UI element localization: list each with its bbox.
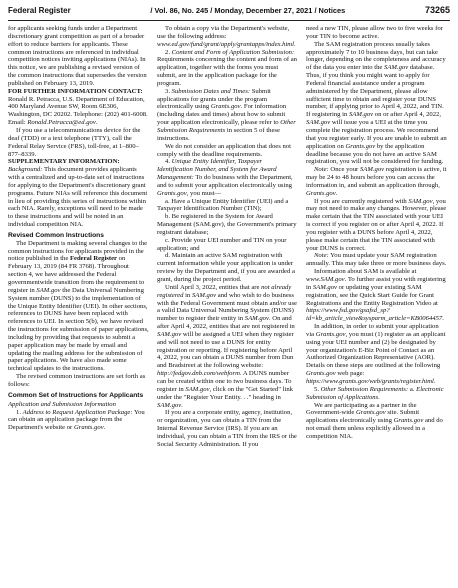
paragraph: SUPPLEMENTARY INFORMATION: Background: This document provides applicants with a centralized and up-to-date set of instructions for applying to the Department's discretionary grant programs. Future NIAs will reference this document in lieu of providing this series of instructions within each NIA. Rarely, exceptions will need to be made to these instructions and will be noted in an individual competition NIA. [8,158,148,229]
paragraph: If you are currently registered with SAM.gov, you may not need to make any changes. However, please make certain that the TIN associated with your UEI is correct if you register on or after April 4, 2022. If you register with a DUNS before April 4, 2022, please make certain that the TIN associated with your DUNS is correct. [306,197,447,252]
paragraph: If you use a telecommunications device for the deaf (TDD) or a text telephone (TTY), call the Federal Relay Service (FRS), toll-free, at 1–800–877–8339. [8,126,141,158]
text-column-2 [157,25,298,587]
subsection-heading: Application and Submission Information [8,400,116,408]
text-column-3 [306,25,447,587]
section-heading: Common Set of Instructions for Applicants [8,391,144,399]
paragraph: We are participating as a partner in the Government-wide Grants.gov site. Submit applications electronically using Grants.gov and do not email them unless explicitly allowed in a competition NIA. [306,401,443,440]
page-header [8,5,450,21]
paragraph: In addition, in order to submit your application via Grants.gov, you must (1) register as an applicant using your UEI number and (2) be designated by your organization's E-Biz Point of Contact as an Authorized Organization Representative (AOR). Details on these steps are outlined at the following Grants.gov web page: https://www.grants.gov/web/grants/register.html. [306,323,446,385]
paragraph: We do not consider an application that does not comply with the deadline requirements. [157,142,291,158]
paragraph: 2. Content and Form of Application Submission: Requirements concerning the content and form of an application, together with the forms you must submit, are in the application package for the program. [157,48,297,87]
paragraph: need a new TIN, please allow two to five weeks for your TIN to become active. [306,25,443,40]
page-number: 73265 [424,5,450,15]
paragraph: If you are a corporate entity, agency, institution, or organization, you can obtain a TIN from the Internal Revenue Service (IRS). If you are an individual, you can obtain a TIN from the IRS or the Social Security Administration. If you [157,409,297,448]
paragraph: d. Maintain an active SAM registration with current information while your application is under review by the Department and, if you are awarded a grant, during the project period. [157,252,295,283]
paragraph: Note: Once your SAM.gov registration is active, it may be 24 to 48 hours before you can access the information in, and submit an application through, Grants.gov. [306,166,447,197]
paragraph: c. Provide your UEI number and TIN on your application; and [157,236,287,252]
paragraph: The SAM registration process usually takes approximately 7 to 10 business days, but can take longer, depending on the completeness and accuracy of the data you enter into the SAM.gov database. Thus, if you think you might want to apply for Federal financial assistance under a program administered by the Department, please allow sufficient time to obtain and register your DUNS number, if applying prior to April 4, 2022, and TIN. If registering in SAM.gov on or after April 4, 2022, SAM.gov will issue you a UEI at the time you complete the registration process. We recommend that you register early. If you are unable to submit an application on Grants.gov by the application deadline because you do not have an active SAM registration, you will not be considered for funding. [306,40,447,166]
paragraph: Information about SAM is available at www.SAM.gov. To further assist you with registering in SAM.gov or updating your existing SAM registration, see the Quick Start Guide for Grant Registrations and the Entity Registration Video at https://www.fsd.gov/gsafsd_sp?id=kb_article_view&sysparm_article=KB0064457. [306,268,446,323]
paragraph: b. Be registered in the System for Award Management (SAM.gov), the Government's primary registrant database; [157,213,297,236]
text-column-1 [8,25,149,587]
section-heading: Revised Common Instructions [8,231,104,239]
paragraph: 3. Submission Dates and Times: Submit applications for grants under the program electronically using Grants.gov. For information (including dates and times) about how to submit your application electronically, please refer to Other Submission Requirements in section 5 of these instructions. [157,87,296,142]
paragraph: Note: You must update your SAM registration annually. This may take three or more business days. [306,252,447,268]
paragraph: for applicants seeking funds under a Department discretionary grant competition as part of a broader effort to reduce barriers for applicants. These common instructions are referenced in individual competition notices inviting applications (NIAs). In this notice, we are publishing a revised version of the common instructions that supersedes the version published on February 13, 2019. [8,25,147,87]
paragraph: 5. Other Submission Requirements: a. Electronic Submission of Applications. [306,385,444,401]
paragraph: The revised common instructions are set forth as follows: [8,373,146,388]
paragraph: FOR FURTHER INFORMATION CONTACT: Ronald R. Petracca, U.S. Department of Education, 400 Maryland Avenue SW, Room 6E306, Washington, DC 20202. Telephone: (202) 401-6008. Email: Ronald.Petracca@ed.gov. [8,87,148,127]
paragraph: The Department is making several changes to the common instructions for applicants provided in the notice published in the Federal Register on February 13, 2019 (84 FR 3768). Throughout section 4, we have addressed the Federal governmentwide transition from the requirement to register in SAM.gov the Data Universal Numbering System number (DUNS) to the implementation of the Unique Entity Identifier (UEI). In other sections, references to DUNS have been replaced with references to UEI. In section 5(b), we have revised the instructions for submission of paper applications, including by providing that requests to submit a paper application may be made by email and updating the mailing address for the submission of paper applications. We have also made some technical updates to the instructions. [8,239,149,373]
text-columns [8,25,450,587]
paragraph: 4. Unique Entity Identifier, Taxpayer Identification Number, and System for Award Management: To do business with the Department, and to submit your application electronically using Grants.gov, you must— [157,158,293,197]
paragraph: To obtain a copy via the Department's website, use the following address: www.ed.gov/fund/grant/apply/grantapps/index.html. [157,25,296,48]
publication-title: Federal Register [8,6,71,15]
paragraph: 1. Address to Request Application Package: You can obtain an application package from the Department's website or Grants.gov. [8,408,145,432]
paragraph: a. Have a Unique Entity Identifier (UEI) and a Taxpayer Identification Number (TIN); [157,197,289,213]
paragraph: Until April 3, 2022, entities that are not already registered in SAM.gov and who wish to do business with the Federal Government must obtain and/or use a valid Data Universal Numbering System (DUNS) number to register their entity in SAM.gov. On and after April 4, 2022, entities that are not registered in SAM.gov will be assigned a UEI when they register and will not need to use a DUNS for entity registration or reporting. If registering before April 4, 2022, you can obtain a DUNS number from Dun and Bradstreet at the following website: http://fedgov.dnb.com/webform. A DUNS number can be created within one to two business days. To register in SAM.gov, click on the "Get Started" link under the "Register Your Entity. . ." heading in SAM.gov. [157,283,297,409]
issue-info: / Vol. 86, No. 245 / Monday, December 27, 2021 / Notices [150,6,346,15]
